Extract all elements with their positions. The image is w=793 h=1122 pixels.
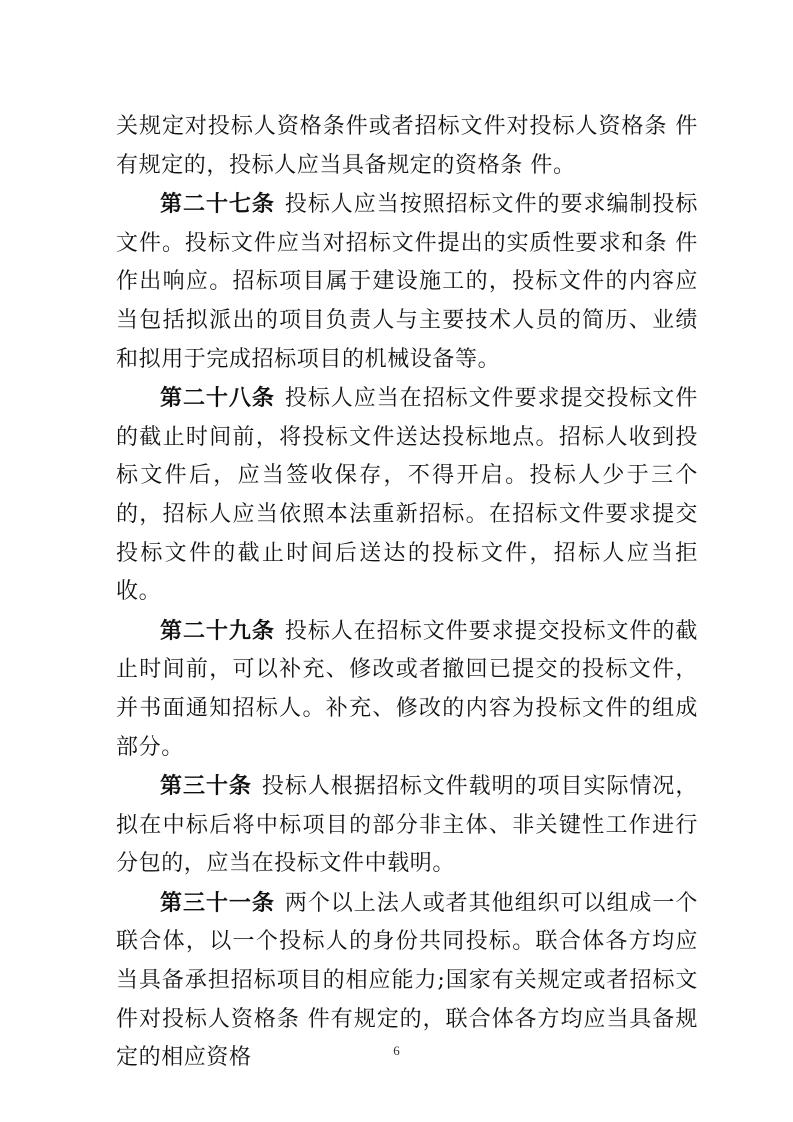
article-number: 第二十七条: [160, 191, 275, 218]
page-number: 6: [393, 1043, 400, 1058]
article-text: 两个以上法人或者其他组织可以组成一个联合体，以一个投标人的身份共同投标。联合体各方均应当具备承担招标项目的相应能力;国家有关规定或者招标文件对投标人资格条 件有规定的，联合体各方均应当具备规定的相应资格: [116, 890, 698, 1071]
continuation-paragraph: [116, 108, 698, 185]
article-text: 投标人根据招标文件载明的项目实际情况，拟在中标后将中标项目的部分非主体、非关键性工作进行分包的，应当在投标文件中载明。: [116, 774, 698, 877]
article-28: [116, 379, 698, 612]
article-30: [116, 767, 698, 884]
continuation-text: 关规定对投标人资格条件或者招标文件对投标人资格条 件有规定的，投标人应当具备规定的资格条 件。: [116, 114, 698, 178]
article-number: 第二十九条: [160, 617, 275, 644]
article-29: [116, 612, 698, 767]
article-number: 第二十八条: [160, 385, 275, 412]
document-body: [116, 108, 698, 1078]
article-text: 投标人在招标文件要求提交投标文件的截止时间前，可以补充、修改或者撤回已提交的投标文件，并书面通知招标人。补充、修改的内容为投标文件的组成部分。: [116, 618, 698, 760]
article-text: 投标人应当按照招标文件的要求编制投标文件。投标文件应当对招标文件提出的实质性要求和条 件作出响应。招标项目属于建设施工的，投标文件的内容应当包括拟派出的项目负责人与主要技术人员的简历、业绩和拟用于完成招标项目的机械设备等。: [116, 192, 698, 372]
article-27: [116, 185, 698, 379]
article-number: 第三十一条: [160, 889, 275, 916]
article-text: 投标人应当在招标文件要求提交投标文件的截止时间前，将投标文件送达投标地点。招标人收到投标文件后，应当签收保存，不得开启。投标人少于三个的，招标人应当依照本法重新招标。在招标文件要求提交投标文件的截止时间后送达的投标文件，招标人应当拒收。: [116, 386, 698, 605]
article-number: 第三十条: [160, 773, 252, 800]
